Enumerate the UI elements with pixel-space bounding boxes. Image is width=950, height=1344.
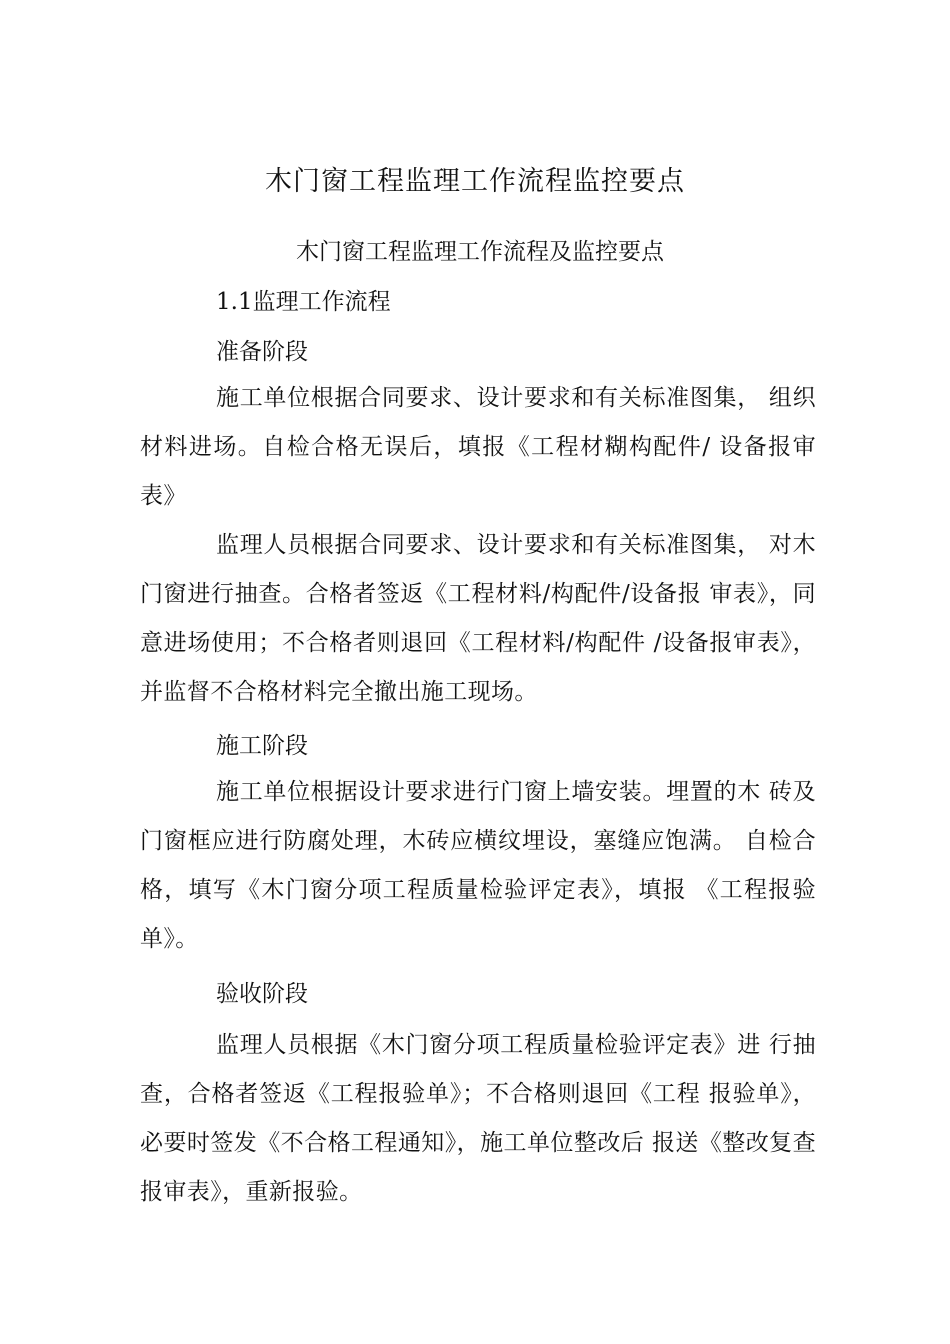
- paragraph-preparation-2: 监理人员根据合同要求、设计要求和有关标准图集， 对木门窗进行抽查。合格者签返《工程材料/构配件/设备报 审表》，同意进场使用；不合格者则退回《工程材料/构配件 /设备报审表》，并监督不合格材料完全撤出施工现场。: [140, 532, 816, 705]
- paragraph-construction-1: 施工单位根据设计要求进行门窗上墙安装。埋置的木 砖及门窗框应进行防腐处理，木砖应横纹埋设，塞缝应饱满。 自检合格，填写《木门窗分项工程质量检验评定表》，填报 《工程报验单》。: [140, 779, 816, 952]
- stage-heading-preparation: 准备阶段: [216, 339, 308, 365]
- paragraph-acceptance-1: 监理人员根据《木门窗分项工程质量检验评定表》进 行抽查，合格者签返《工程报验单》；不合格则退回《工程 报验单》，必要时签发《不合格工程通知》，施工单位整改后 报送《整改复查报审表》，重新报验。: [140, 1032, 816, 1205]
- document-subtitle: 木门窗工程监理工作流程及监控要点: [296, 239, 664, 265]
- stage-heading-acceptance: 验收阶段: [216, 981, 308, 1007]
- section-heading: 1.1监理工作流程: [216, 289, 391, 315]
- stage-heading-construction: 施工阶段: [216, 733, 308, 759]
- document-title: 木门窗工程监理工作流程监控要点: [265, 166, 685, 197]
- paragraph-preparation-1: 施工单位根据合同要求、设计要求和有关标准图集， 组织材料进场。自检合格无误后，填报《工程材糊构配件/ 设备报审表》: [140, 385, 816, 509]
